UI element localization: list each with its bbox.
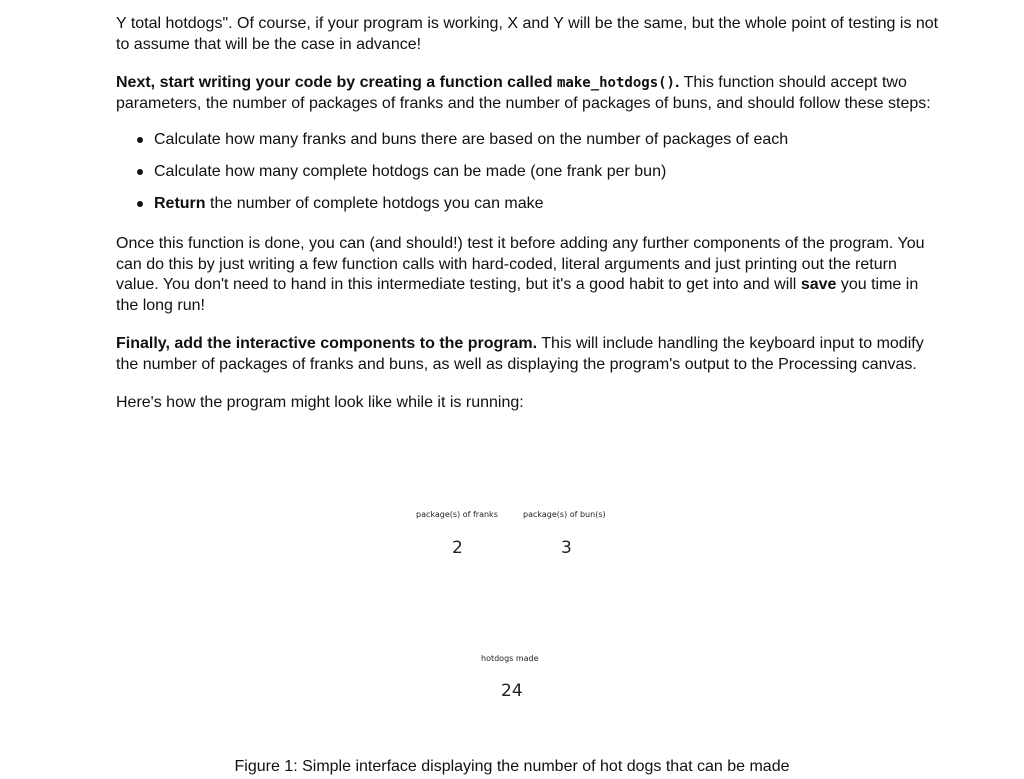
bullet-icon bbox=[137, 201, 143, 207]
step-item bbox=[154, 162, 940, 182]
step-bold: Return bbox=[154, 195, 206, 212]
bullet-icon bbox=[137, 169, 143, 175]
franks-label: package(s) of franks bbox=[416, 510, 498, 519]
step-item bbox=[154, 194, 940, 214]
franks-value: 2 bbox=[452, 538, 463, 558]
buns-value: 3 bbox=[561, 538, 572, 558]
hotdogs-value: 24 bbox=[501, 681, 523, 701]
step-text: Calculate how many complete hotdogs can be made (one frank per bun) bbox=[154, 163, 667, 180]
next-bold-period: . bbox=[675, 74, 680, 91]
finally-rest: This will include handling the keyboard input to modify the number of packages of franks and buns, as well as displaying the program's output to the Processing canvas. bbox=[116, 335, 924, 373]
bullet-icon bbox=[137, 137, 143, 143]
next-rest: This function should accept two parameters, the number of packages of franks and the number of packages of buns, and should follow these steps: bbox=[116, 74, 931, 112]
step-item bbox=[154, 130, 940, 150]
function-name-code: make_hotdogs() bbox=[556, 75, 675, 91]
testing-before: Once this function is done, you can (and should!) test it before adding any further components of the program. You can do this by just writing a few function calls with hard-coded, literal arguments and just printing out the return value. You don't need to hand in this intermediate testing, but it's a good habit to get into and will bbox=[116, 235, 925, 293]
step-text: Calculate how many franks and buns there are based on the number of packages of each bbox=[154, 131, 789, 148]
step-text: the number of complete hotdogs you can make bbox=[205, 195, 544, 212]
testing-after: you time in the long run! bbox=[116, 276, 919, 314]
finally-bold: Finally, add the interactive components to the program. bbox=[116, 335, 538, 352]
intro-paragraph: Y total hotdogs". Of course, if your program is working, X and Y will be the same, but the whole point of testing is not to assume that will be the case in advance! bbox=[116, 15, 939, 53]
finally-paragraph bbox=[116, 334, 940, 375]
hotdogs-label: hotdogs made bbox=[481, 654, 539, 663]
testing-bold: save bbox=[800, 276, 837, 293]
steps-list bbox=[116, 130, 940, 214]
next-bold-lead: Next, start writing your code by creating a function called bbox=[116, 74, 557, 91]
document-body bbox=[116, 14, 940, 414]
testing-paragraph bbox=[116, 234, 940, 316]
next-paragraph bbox=[116, 73, 940, 114]
figure-caption: Figure 1: Simple interface displaying the number of hot dogs that can be made bbox=[234, 758, 790, 775]
here-paragraph: Here's how the program might look like while it is running: bbox=[116, 394, 524, 411]
buns-label: package(s) of bun(s) bbox=[523, 510, 606, 519]
